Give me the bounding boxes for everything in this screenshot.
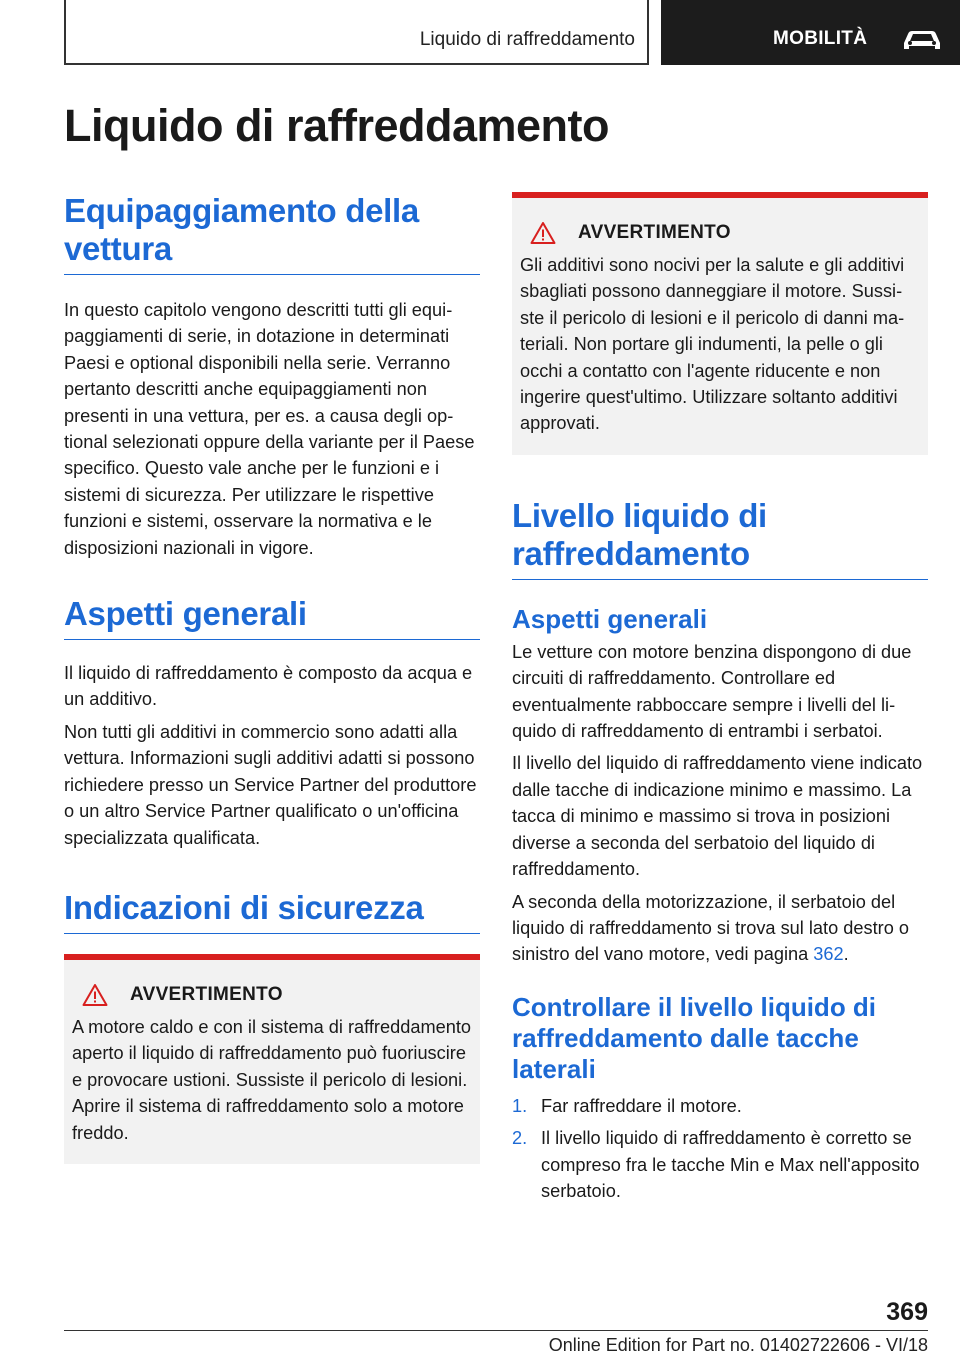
warning-header <box>82 982 472 1008</box>
page-reference-link[interactable]: 362 <box>813 944 844 965</box>
paragraph-serbatoio-text: A seconda della motorizzazione, il serbatoio del liquido di raffreddamento si trova sul lato destro o sinistro del vano motore, vedi pagina <box>512 891 909 965</box>
warning-text: A motore caldo e con il sistema di raffreddamento aperto il liquido di raffreddamento può fuoriuscire e provocare ustioni. Sussiste il pericolo di lesioni. Aprire il sistema di raffreddamento solo a motore freddo. <box>72 1016 471 1143</box>
heading-indicazioni-sicurezza: Indicazioni di sicurezza <box>64 889 480 934</box>
warning-triangle-icon <box>82 983 108 1007</box>
warning-label: AVVERTIMENTO <box>130 983 283 1005</box>
warning-label: AVVERTIMENTO <box>578 222 731 243</box>
warning-text: Gli additivi sono nocivi per la salute e gli additivi sbagliati possono danneggiare il motore. Sussiste il pericolo di lesioni e il pericolo di danni materiali. Non portare gli indumenti, la pelle o gli occhi a contatto con l'agente riducente e non ingerire quest'ultimo. Utilizzare soltanto additivi approvati. <box>520 255 905 434</box>
running-header <box>64 0 649 65</box>
paragraph-additivi: Non tutti gli additivi in commercio sono adatti alla vettura. Informazioni sugli additivi adatti si possono richiedere presso un Service Partner del produttore o un altro Service Partner qualificato o un'officina specializzata qualificata. <box>64 721 477 848</box>
paragraph-equipaggiamento: In questo capitolo vengono descritti tutti gli equipaggiamenti di serie, in dotazione in determinati Paesi e optional disponibili nella serie. Verranno pertanto descritti anche equipaggiamenti non presenti in una vettura, per es. a causa degli optional selezionati oppure della variante per il Paese specifico. Questo vale anche per le funzioni e i sistemi di sicurezza. Per utilizzare le rispettive funzioni e sistemi, osservare la normativa e le disposizioni nazionali in vigore. <box>64 300 475 558</box>
heading-equipaggiamento: Equipaggiamento della vettura <box>64 192 480 275</box>
step-number: 2. <box>512 1128 528 1149</box>
car-icon <box>901 28 943 52</box>
subheading-aspetti-generali: Aspetti generali <box>512 603 708 634</box>
left-column <box>64 192 480 1164</box>
steps-list <box>512 1093 928 1205</box>
page-title: Liquido di raffreddamento <box>64 100 609 151</box>
warning-box <box>64 954 480 1164</box>
paragraph-serbatoio-end: . <box>843 944 849 965</box>
warning-box <box>512 192 928 455</box>
paragraph-composizione: Il liquido di raffreddamento è composto da acqua e un additivo. <box>64 663 473 710</box>
subheading-controllare-livello: Controllare il livello liquido di raffreddamento dalle tacche laterali <box>512 991 877 1084</box>
heading-aspetti-generali: Aspetti generali <box>64 595 480 640</box>
step-text: Il livello liquido di raffreddamento è corretto se compreso fra le tacche Min e Max nell'apposito serbatoio. <box>541 1128 920 1201</box>
list-item <box>512 1125 928 1204</box>
step-number: 1. <box>512 1095 528 1116</box>
list-item <box>512 1093 928 1119</box>
paragraph-serbatoio <box>512 889 928 968</box>
running-header-title: Liquido di raffreddamento <box>419 29 635 50</box>
page-number: 369 <box>886 1298 928 1326</box>
heading-livello-liquido: Livello liquido di raffreddamento <box>512 497 928 580</box>
footer-divider <box>64 1330 928 1331</box>
right-column <box>512 192 928 1204</box>
warning-triangle-icon <box>530 221 556 245</box>
chapter-tab-label: MOBILITÀ <box>773 28 868 49</box>
footer-edition: Online Edition for Part no. 01402722606 - VI/18 <box>548 1335 928 1355</box>
paragraph-tacche: Il livello del liquido di raffreddamento viene indicato dalle tacche di indicazione minimo e massimo. La tacca di minimo e massimo si trova in posizioni diverse a seconda del serbatoio del liquido di raffreddamento. <box>512 753 923 880</box>
warning-header <box>530 220 920 246</box>
chapter-tab <box>661 0 960 65</box>
step-text: Far raffreddare il motore. <box>541 1095 742 1116</box>
paragraph-circuiti: Le vetture con motore benzina dispongono di due circuiti di raffreddamento. Controllare ed eventualmente rabboccare sempre i livelli del liquido di raffreddamento di entrambi i serbatoi. <box>512 641 912 742</box>
